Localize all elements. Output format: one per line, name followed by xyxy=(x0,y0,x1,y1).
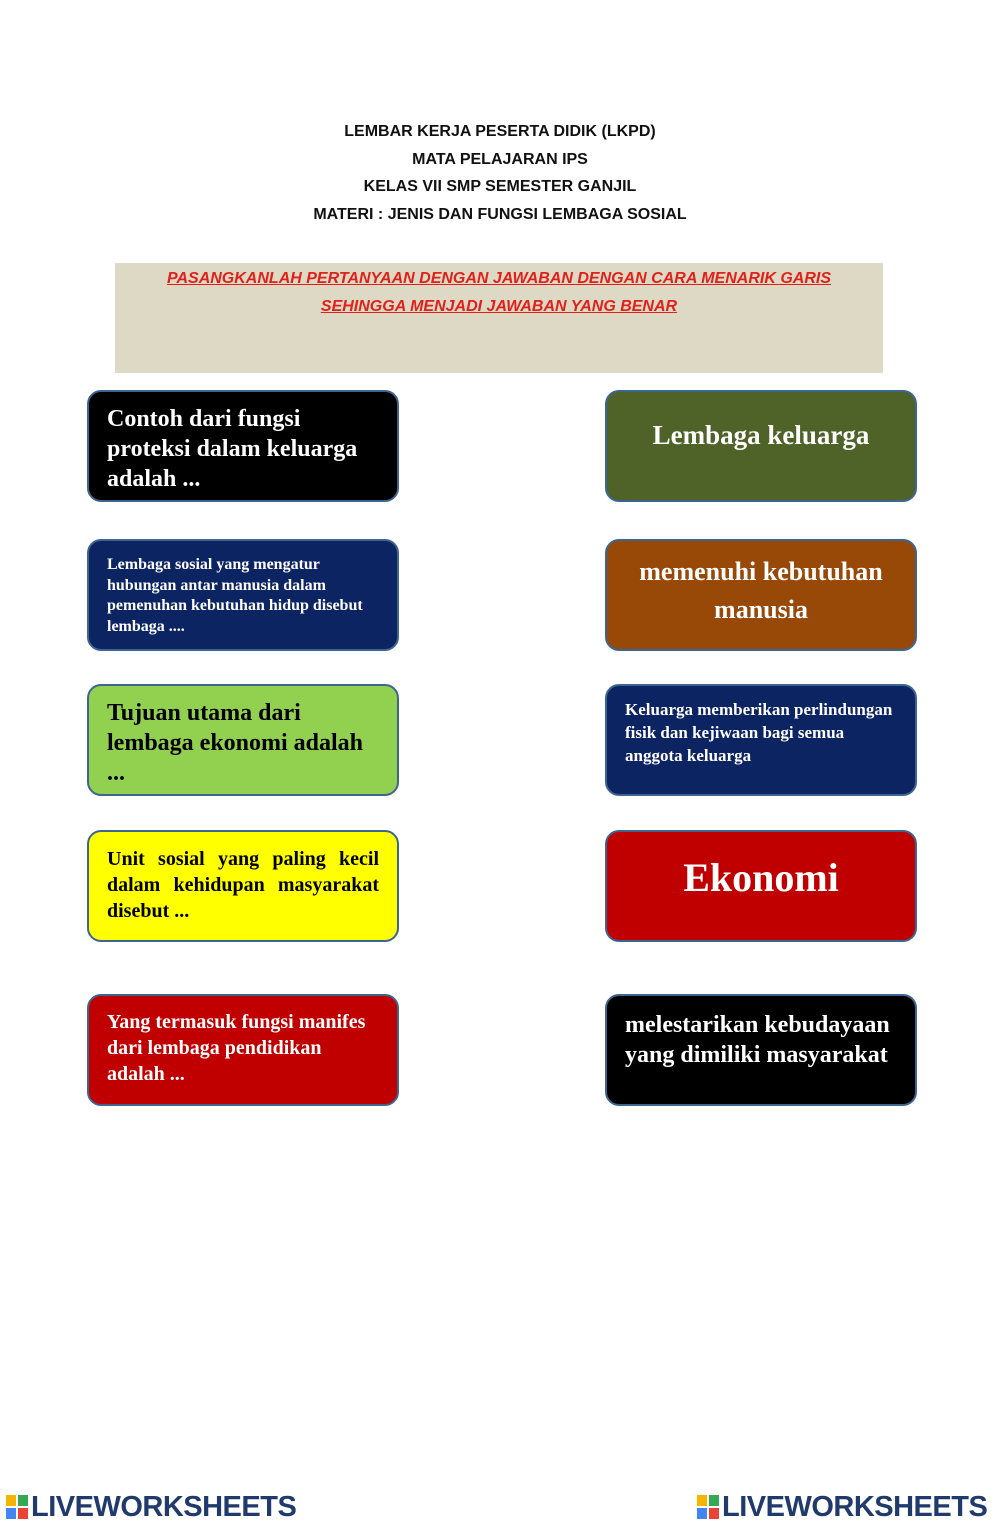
question-text-5: Yang termasuk fungsi manifes dari lembaga pendidikan adalah ... xyxy=(107,1011,366,1085)
footer-logo-text-left: LIVEWORKSHEETS xyxy=(31,1490,297,1523)
answer-card-2[interactable] xyxy=(605,539,917,651)
worksheet-header xyxy=(0,118,1000,228)
answer-card-3[interactable] xyxy=(605,684,917,796)
question-card-2[interactable] xyxy=(87,539,399,651)
instruction-box xyxy=(115,263,883,373)
answer-card-5[interactable] xyxy=(605,994,917,1106)
liveworksheets-logo-icon xyxy=(6,1495,28,1519)
answer-text-1: Lembaga keluarga xyxy=(652,420,870,450)
question-text-1: Contoh dari fungsi proteksi dalam keluarga adalah ... xyxy=(107,406,358,492)
footer-logo-right xyxy=(697,1492,987,1522)
header-class: KELAS VII SMP SEMESTER GANJIL xyxy=(363,178,637,195)
header-material: MATERI : JENIS DAN FUNGSI LEMBAGA SOSIAL xyxy=(313,205,687,223)
instruction-line-1: PASANGKANLAH PERTANYAAN DENGAN JAWABAN DENGAN CARA MENARIK GARIS xyxy=(166,270,832,287)
footer-logo-text-right: LIVEWORKSHEETS xyxy=(722,1490,988,1523)
question-card-4[interactable] xyxy=(87,830,399,942)
answer-card-1[interactable] xyxy=(605,390,917,502)
question-text-3: Tujuan utama dari lembaga ekonomi adalah ... xyxy=(107,700,364,786)
question-card-5[interactable] xyxy=(87,994,399,1106)
answer-card-4[interactable] xyxy=(605,830,917,942)
footer-logo-left xyxy=(6,1492,296,1522)
liveworksheets-logo-icon xyxy=(697,1495,719,1519)
instruction-line-2: SEHINGGA MENJADI JAWABAN YANG BENAR xyxy=(320,298,678,315)
question-card-1[interactable] xyxy=(87,390,399,502)
question-text-4: Unit sosial yang paling kecil dalam kehidupan masyarakat disebut ... xyxy=(107,848,379,922)
answer-text-3: Keluarga memberikan perlindungan fisik dan kejiwaan bagi semua anggota keluarga xyxy=(625,700,893,765)
question-card-3[interactable] xyxy=(87,684,399,796)
question-text-2: Lembaga sosial yang mengatur hubungan antar manusia dalam pemenuhan kebutuhan hidup disebut lembaga .... xyxy=(107,556,363,635)
answer-text-2: memenuhi kebutuhan manusia xyxy=(639,557,883,624)
answer-text-5: melestarikan kebudayaan yang dimiliki masyarakat xyxy=(625,1012,890,1068)
answer-text-4: Ekonomi xyxy=(683,855,839,900)
header-title: LEMBAR KERJA PESERTA DIDIK (LKPD) xyxy=(344,123,656,140)
header-subject: MATA PELAJARAN IPS xyxy=(412,150,588,168)
